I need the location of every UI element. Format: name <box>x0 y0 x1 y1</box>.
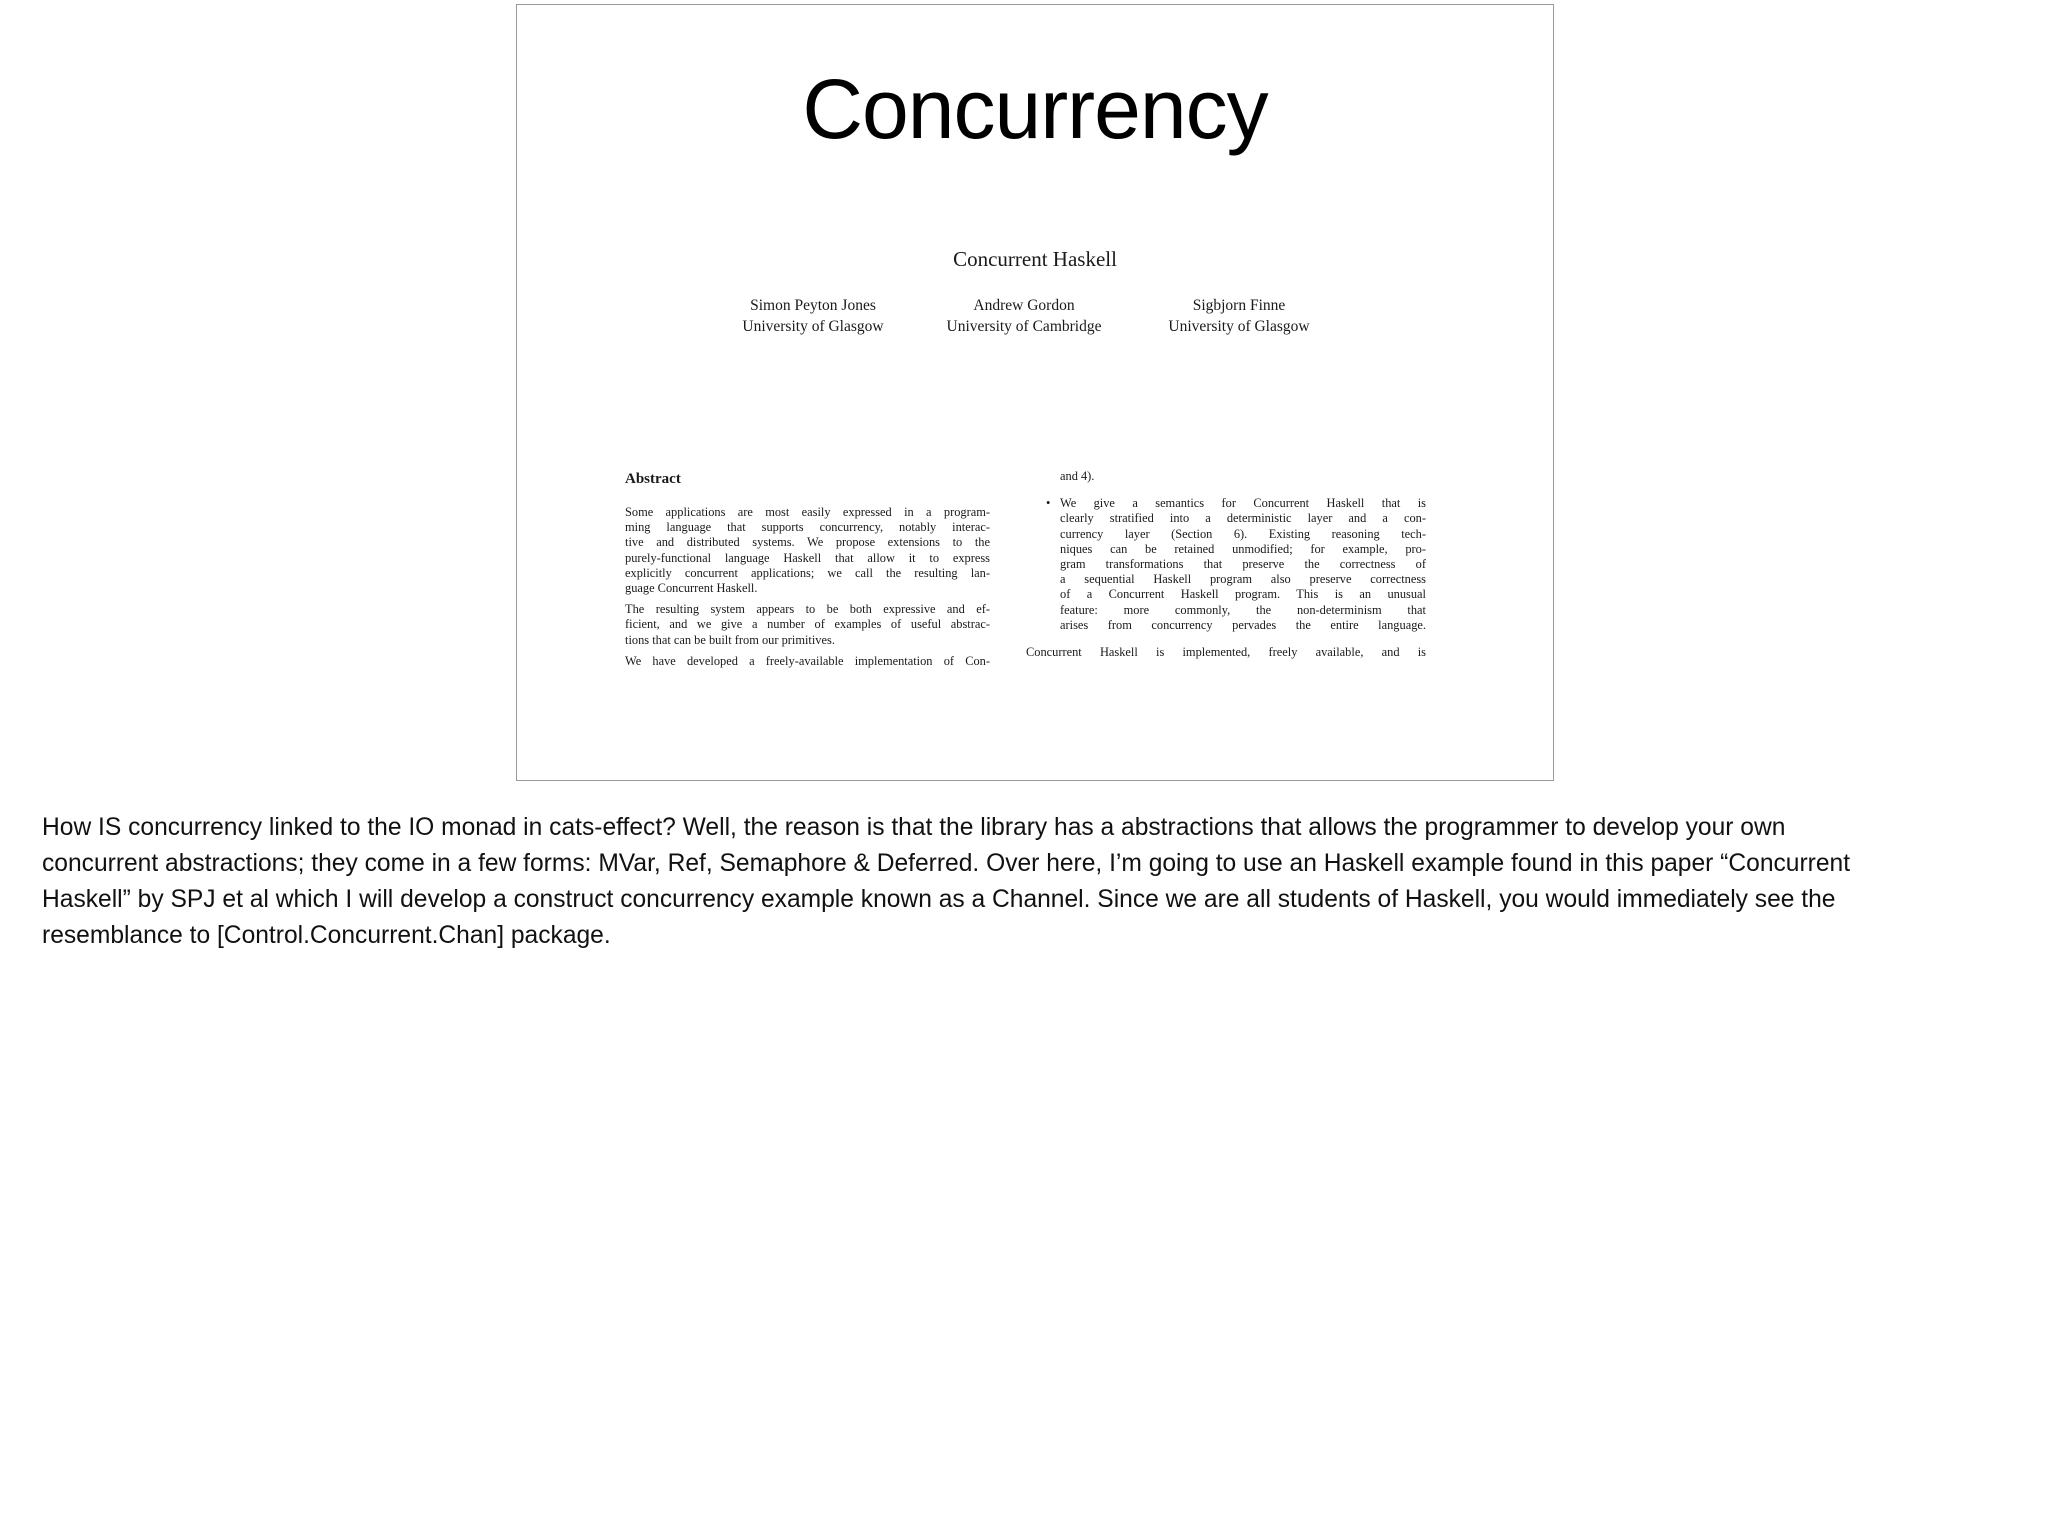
text-line: The resulting system appears to be both expressive and ef- <box>625 602 990 617</box>
text-line: gram transformations that preserve the correctness of <box>1060 557 1426 572</box>
author-affiliation: University of Glasgow <box>742 318 884 335</box>
text-line: ficient, and we give a number of examples of useful abstrac- <box>625 617 990 632</box>
abstract-paragraph <box>625 654 990 669</box>
text-line: ming language that supports concurrency, notably interac- <box>625 520 990 535</box>
text-line: arises from concurrency pervades the entire language. <box>1060 617 1426 632</box>
slide-canvas <box>516 4 1554 781</box>
text-line: a sequential Haskell program also preserve correctness <box>1060 572 1426 587</box>
text-line: We give a semantics for Concurrent Haskell that is <box>1060 496 1426 511</box>
paper-left-column <box>625 469 990 676</box>
notes-line: resemblance to [Control.Concurrent.Chan] package. <box>42 922 611 949</box>
notes-line: How IS concurrency linked to the IO monad in cats-effect? Well, the reason is that the library has a abstractions that allows the programmer to develop your own <box>42 814 1786 841</box>
text-line: guage Concurrent Haskell. <box>625 581 758 596</box>
slide-title: Concurrency <box>802 62 1268 156</box>
text-line: tive and distributed systems. We propose extensions to the <box>625 535 990 550</box>
text-line: We have developed a freely-available implementation of Con- <box>625 653 990 668</box>
text-line: explicitly concurrent applications; we call the resulting lan- <box>625 565 990 580</box>
text-line: and 4). <box>1060 469 1095 483</box>
text-line: niques can be retained unmodified; for example, pro- <box>1060 541 1426 556</box>
text-line: Concurrent Haskell is implemented, freely available, and is <box>1026 645 1426 660</box>
author-name: Simon Peyton Jones <box>750 297 876 314</box>
author-block <box>919 295 1129 337</box>
text-line: feature: more commonly, the non-determinism that <box>1060 602 1426 617</box>
paper-authors <box>517 295 1555 345</box>
author-affiliation: University of Cambridge <box>946 318 1102 335</box>
text-line: Some applications are most easily expressed in a program- <box>625 505 990 519</box>
abstract-paragraph <box>625 505 990 596</box>
notes-line: concurrent abstractions; they come in a few forms: MVar, Ref, Semaphore & Deferred. Over here, I’m going to use an Haskell example found in this paper “Concurrent <box>42 850 1851 877</box>
text-line: purely-functional language Haskell that allow it to express <box>625 550 990 565</box>
text-line: of a Concurrent Haskell program. This is an unusual <box>1060 587 1426 602</box>
paper-right-column <box>1026 469 1426 676</box>
text-line: currency layer (Section 6). Existing reasoning tech- <box>1060 526 1426 541</box>
bullet-item <box>1026 496 1426 633</box>
author-block <box>713 295 913 337</box>
author-affiliation: University of Glasgow <box>1168 318 1310 335</box>
text-line: tions that can be built from our primitives. <box>625 632 835 647</box>
presenter-notes <box>42 810 2012 954</box>
author-name: Andrew Gordon <box>973 297 1075 314</box>
author-block <box>1139 295 1339 337</box>
author-name: Sigbjorn Finne <box>1192 297 1286 314</box>
abstract-heading: Abstract <box>625 471 681 487</box>
paper-title: Concurrent Haskell <box>953 247 1117 271</box>
bullet-icon: • <box>1046 496 1051 511</box>
abstract-paragraph <box>625 602 990 648</box>
text-line: clearly stratified into a deterministic layer and a con- <box>1060 511 1426 526</box>
notes-line: Haskell” by SPJ et al which I will develop a construct concurrency example known as a Channel. Since we are all students of Haskell, you would immediately see the <box>42 886 1836 913</box>
